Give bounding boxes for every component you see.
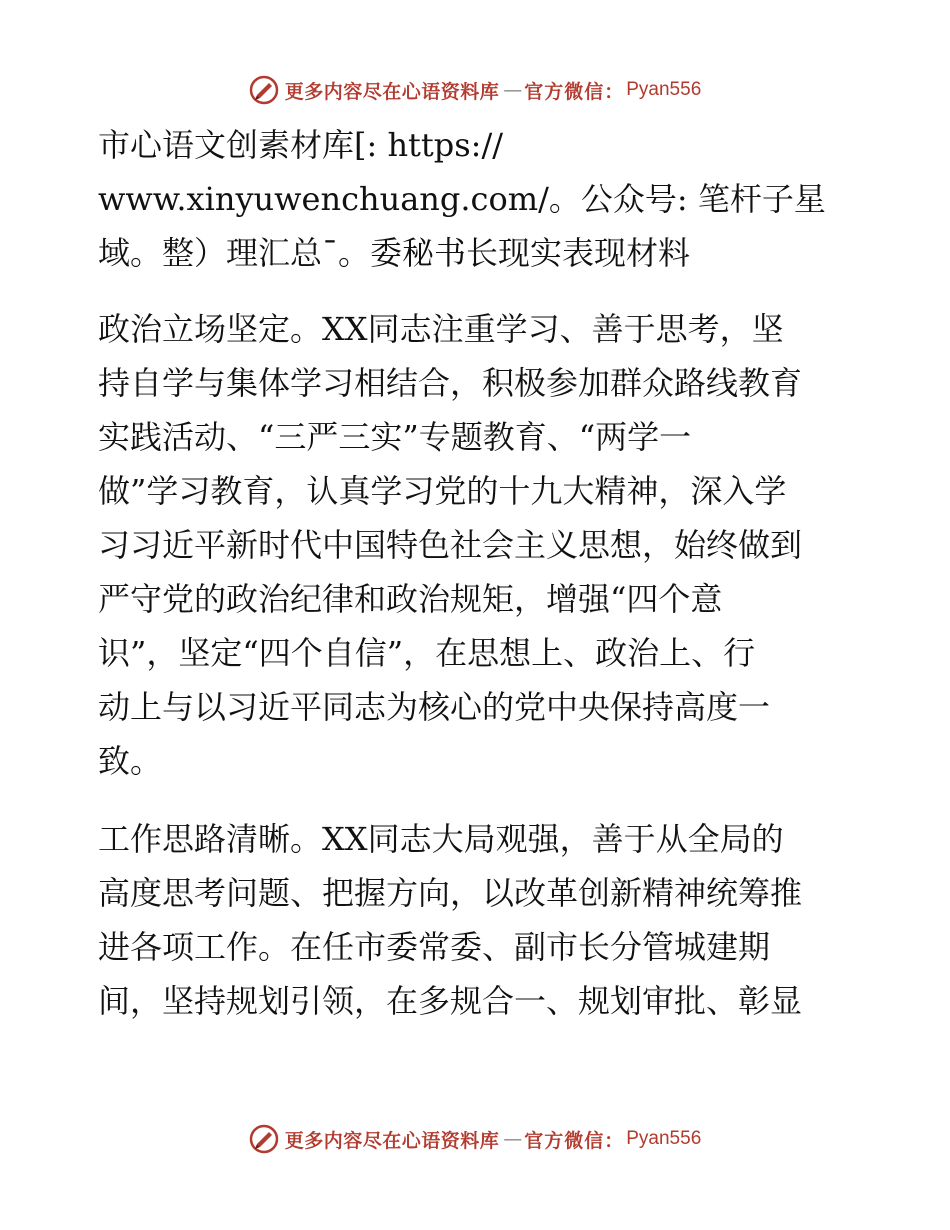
banner-separator: —	[503, 79, 521, 101]
text-line: 实践活动、“三严三实”专题教育、“两学一	[98, 418, 692, 456]
paragraph-heading	[98, 118, 858, 280]
banner-wechat-label: 官方微信：	[524, 1129, 625, 1152]
text-line: 域。整）理汇总¯。委秘书长现实表现材料	[98, 234, 691, 272]
banner-wechat-label: 官方微信：	[524, 80, 625, 103]
paragraph-work-approach	[98, 812, 858, 1028]
text-line: 严守党的政治纪律和政治规矩，增强“四个意	[98, 580, 723, 618]
banner-text: 更多内容尽在心语资料库	[284, 1129, 500, 1152]
text-line: 高度思考问题、把握方向，以改革创新精神统筹推	[98, 874, 803, 912]
text-line: 市心语文创素材库[: https://	[98, 126, 504, 164]
text-line: 动上与以习近平同志为核心的党中央保持高度一	[98, 688, 771, 726]
text-line: 政治立场坚定。XX同志注重学习、善于思考，坚	[98, 310, 784, 348]
banner-wechat-id: Pyan556	[626, 1128, 702, 1149]
text-line: www.xinyuwenchuang.com/。公众号: 笔杆子星	[98, 180, 826, 218]
text-line: 间，坚持规划引领，在多规合一、规划审批、彰显	[98, 982, 803, 1020]
text-line: 习习近平新时代中国特色社会主义思想，始终做到	[98, 526, 803, 564]
text-line: 进各项工作。在任市委常委、副市长分管城建期	[98, 928, 771, 966]
text-line: 持自学与集体学习相结合，积极参加群众路线教育	[98, 364, 803, 402]
banner-separator: —	[503, 1128, 521, 1150]
header-watermark-banner	[0, 73, 950, 107]
text-line: 致。	[98, 742, 163, 780]
brand-logo-icon	[249, 75, 279, 105]
paragraph-political-stance	[98, 302, 858, 788]
text-line: 做”学习教育，认真学习党的十九大精神，深入学	[98, 472, 787, 510]
document-body	[98, 118, 858, 1028]
text-line: 工作思路清晰。XX同志大局观强，善于从全局的	[98, 820, 784, 858]
banner-wechat-id: Pyan556	[626, 79, 702, 100]
text-line: 识”，坚定“四个自信”，在思想上、政治上、行	[98, 634, 756, 672]
footer-watermark-banner	[0, 1122, 950, 1156]
banner-text: 更多内容尽在心语资料库	[284, 80, 500, 103]
brand-logo-icon	[249, 1124, 279, 1154]
